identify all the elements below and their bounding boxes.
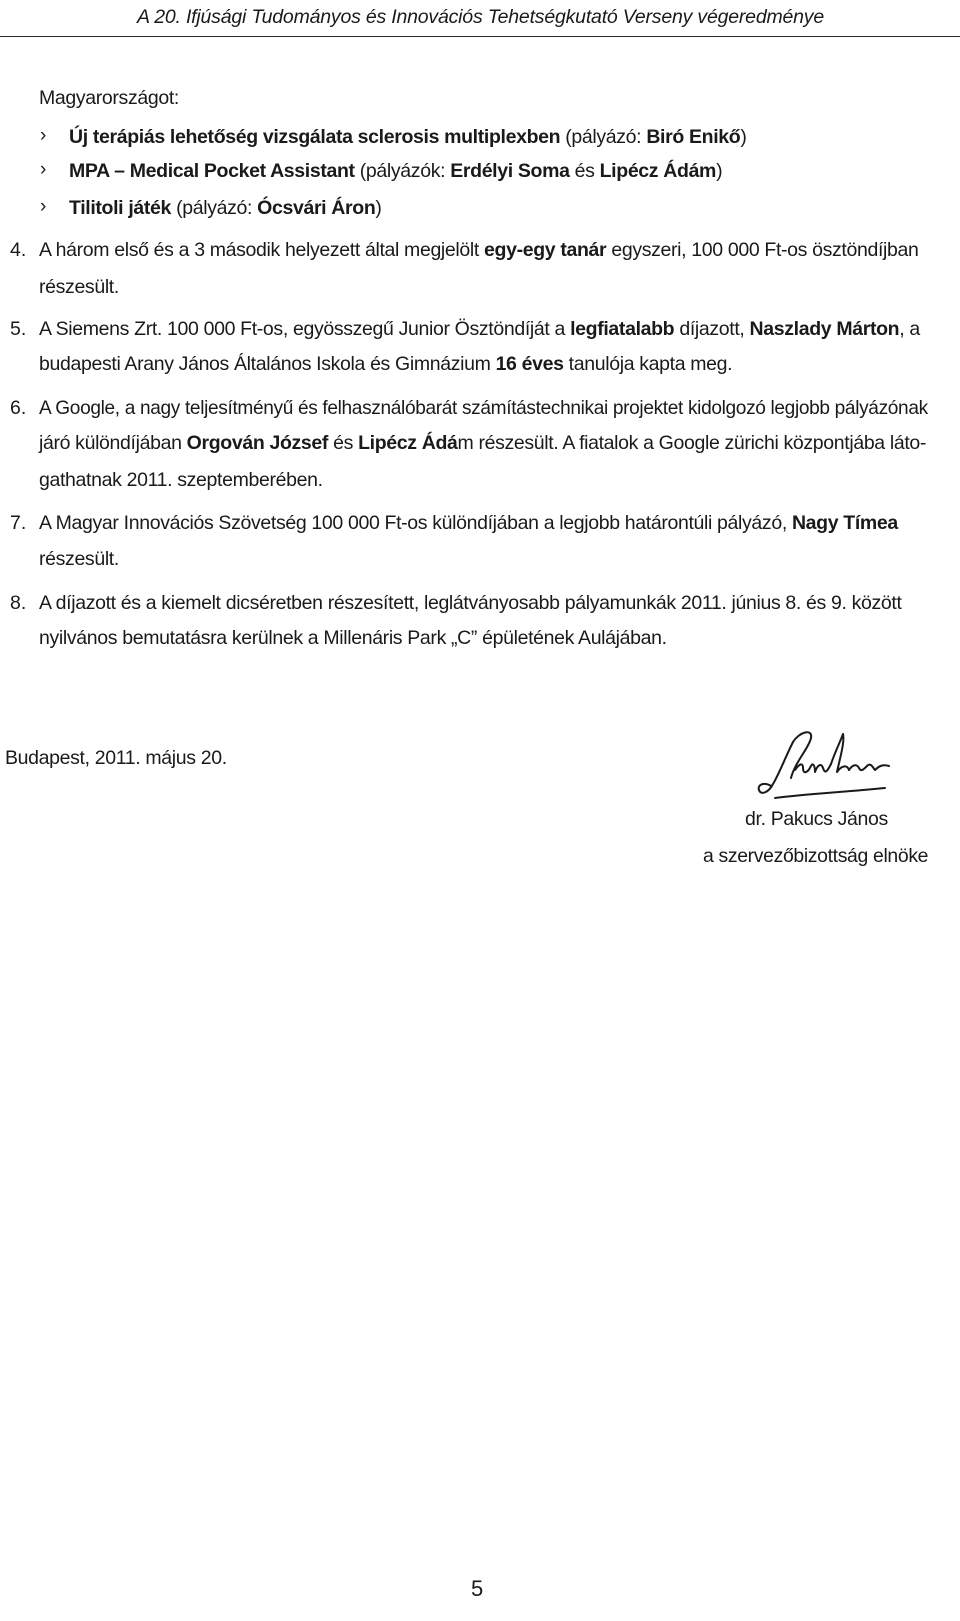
signer-name: dr. Pakucs János <box>745 808 888 830</box>
item-text-line: A Siemens Zrt. 100 000 Ft-os, egyösszegű Junior Ösztöndíját a legfiatalabb díjazott, Naszlady Márton, a <box>39 318 920 340</box>
signature-image <box>755 722 895 812</box>
signer-role: a szervezőbizottság elnöke <box>703 845 929 867</box>
item-text-line: A Magyar Innovációs Szövetség 100 000 Ft-os különdíjában a legjobb határontúli pályázó, Nagy Tímea <box>39 512 898 534</box>
chevron-right-icon: › <box>40 125 47 146</box>
item-text-line: A három első és a 3 második helyezett által megjelölt egy-egy tanár egyszeri, 100 000 Ft-os ösztöndíjban <box>39 239 919 261</box>
item-text-line: részesült. <box>39 548 119 570</box>
item-text-line: nyilvános bemutatásra kerülnek a Millenáris Park „C” épületének Aulájában. <box>39 627 667 649</box>
chevron-right-icon: › <box>40 159 47 180</box>
header-title: A 20. Ifjúsági Tudományos és Innovációs Tehetségkutató Verseny végeredménye <box>136 6 824 28</box>
item-text-line: A díjazott és a kiemelt dicséretben részesített, leglátványosabb pályamunkák 2011. június 8. és 9. között <box>39 592 902 614</box>
item-number: 4. <box>10 239 27 261</box>
place-date: Budapest, 2011. május 20. <box>5 747 227 769</box>
page-number: 5 <box>471 1576 484 1601</box>
item-text-line: járó különdíjában Orgován József és Lipécz Ádám részesült. A fiatalok a Google zürichi központjába láto- <box>39 432 927 454</box>
item-text-line: A Google, a nagy teljesítményű és felhasználóbarát számítástechnikai projektet kidolgozó legjobb pályázónak <box>39 397 928 419</box>
intro-text: Magyarországot: <box>39 87 179 109</box>
chevron-right-icon: › <box>40 196 47 217</box>
item-number: 8. <box>10 592 27 614</box>
list-item: Új terápiás lehetőség vizsgálata sclerosis multiplexben (pályázó: Biró Enikő) <box>69 126 747 148</box>
item-number: 7. <box>10 512 27 534</box>
list-item: Tilitoli játék (pályázó: Ócsvári Áron) <box>69 197 382 219</box>
page-header <box>0 2 960 37</box>
item-text-line: részesült. <box>39 276 119 298</box>
item-number: 5. <box>10 318 27 340</box>
item-number: 6. <box>10 397 27 419</box>
item-text-line: gathatnak 2011. szeptemberében. <box>39 469 323 491</box>
item-text-line: budapesti Arany János Általános Iskola és Gimnázium 16 éves tanulója kapta meg. <box>39 353 733 375</box>
list-item: MPA – Medical Pocket Assistant (pályázók: Erdélyi Soma és Lipécz Ádám) <box>69 160 723 182</box>
